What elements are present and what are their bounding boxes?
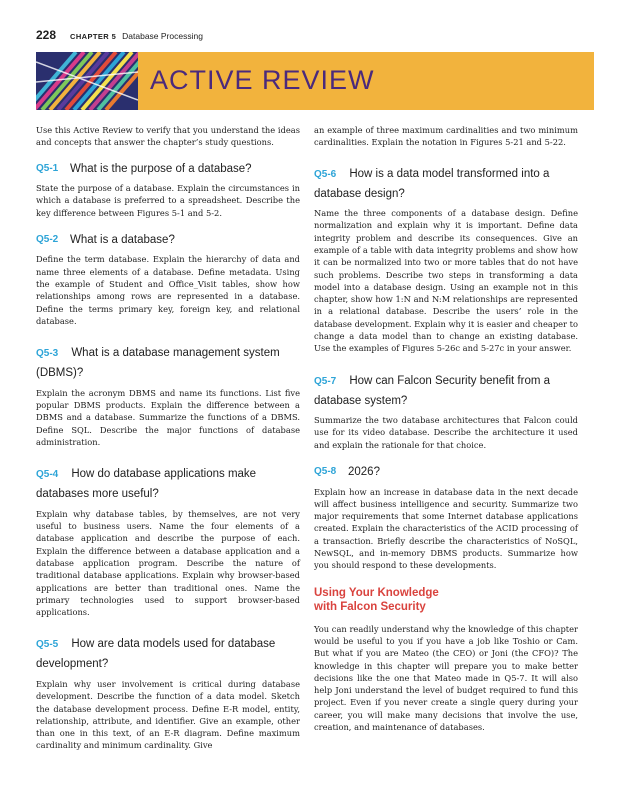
question-q5-4	[36, 462, 300, 618]
question-heading	[36, 462, 300, 502]
question-title: 2026?	[348, 466, 380, 479]
question-number: Q5-2	[36, 233, 59, 245]
question-q5-5	[36, 632, 300, 751]
question-q5-8	[314, 465, 578, 572]
intro-text: Use this Active Review to verify that you understand the ideas and concepts that answer the chapter’s study questions.	[36, 125, 300, 148]
question-title: What is a database management system (DBMS)?	[36, 347, 280, 380]
question-title: What is a database?	[70, 233, 175, 246]
chapter-label: CHAPTER 5	[70, 32, 117, 41]
question-body: Summarize the two database architectures that Falcon could use for its video database. Describe the architecture it used and explain the rationale for that choice.	[314, 415, 578, 450]
question-body: Name the three components of a database design. Define normalization and explain why it is important. Define data integrity problem and describe its consequences. Give an example of a table with data integrity problems and show how it can be normalized into two or more tables that do not have such problems. Describe two steps in transforming a data model into a database design. Using an example not in this chapter, show how 1:N and N:M relationships are represented in a relational database. Describe the users’ role in the database development. Explain why it is easier and cheaper to change a data model than to change an existing database. Use the examples of Figures 5-26c and 5-27c in your answer.	[314, 208, 578, 354]
abstract-stripes-image	[36, 52, 138, 110]
question-heading	[314, 369, 578, 409]
section-title: ACTIVE REVIEW	[150, 65, 375, 95]
question-number: Q5-3	[36, 348, 59, 360]
question-title: What is the purpose of a database?	[70, 162, 252, 175]
question-body: Explain how an increase in database data in the next decade will affect business intelligence and security. Summarize two major requirements that some Internet database applications created. Explain the characteristics of the ACID processing of a transaction. Briefly describe the characteristics of NoSQL, NewSQL, and in-memory DBMS products. Summarize how you should respond to these developments.	[314, 486, 578, 571]
question-heading	[36, 341, 300, 381]
question-number: Q5-4	[36, 469, 59, 481]
question-q5-3	[36, 341, 300, 448]
question-heading	[314, 465, 578, 480]
question-q5-6	[314, 162, 578, 355]
question-q5-1	[36, 162, 300, 219]
question-number: Q5-6	[314, 168, 337, 180]
question-body: Explain why user involvement is critical during database development. Describe the function of a data model. Sketch the database development process. Define E-R model, entity, relationship, attribute, and identifier. Give an example, other than one in this text, of an E-R diagram. Define maximum cardinality and minimum cardinality. Give	[36, 678, 300, 751]
page-number: 228	[36, 28, 57, 42]
question-title: How do database applications make databases more useful?	[36, 468, 257, 501]
question-number: Q5-5	[36, 639, 59, 651]
chapter-title: Database Processing	[122, 31, 203, 41]
question-q5-7	[314, 369, 578, 451]
question-number: Q5-7	[314, 375, 337, 387]
question-body: State the purpose of a database. Explain the circumstances in which a database is preferred to a spreadsheet. Describe the key difference between Figures 5-1 and 5-2.	[36, 183, 300, 218]
question-heading	[36, 233, 300, 248]
left-column	[36, 124, 300, 766]
question-body: Explain why database tables, by themselves, are not very useful to business users. Name the four elements of a database application and describe the purpose of each. Explain the difference between a database application and a database application program. Describe the nature of traditional database applications. Explain why browser-based applications are better than traditional ones. Name the primary technologies used to support browser-based applications.	[36, 508, 300, 618]
question-body: Define the term database. Explain the hierarchy of data and name three elements of a database. Define metadata. Using the example of Student and Office_Visit tables, show how relationships among rows are represented in a database. Define the terms primary key, foreign key, and relational database.	[36, 254, 300, 326]
question-heading	[36, 632, 300, 672]
question-body: Explain the acronym DBMS and name its functions. List five popular DBMS products. Explain the difference between a DBMS and a database. Summarize the functions of a DBMS. Define SQL. Describe the major functions of database administration.	[36, 387, 300, 447]
question-title: How can Falcon Security benefit from a database system?	[314, 374, 551, 407]
running-header	[36, 28, 203, 44]
question-title: How are data models used for database development?	[36, 638, 276, 671]
question-title: How is a data model transformed into a database design?	[314, 167, 550, 200]
using-knowledge-body: You can readily understand why the knowledge of this chapter would be useful to you if you have a job like Toshio or Cam. But what if you are Mateo (the CEO) or Joni (the CFO)? The knowledge in this chapter will prepare you to make better decisions like the one that Mateo made in Q5-7. It will also help Joni understand the level of budget required to fund this project. Even if you never create a single query during your career, you will make many decisions that involve the use, creation, and maintenance of databases.	[314, 623, 578, 732]
question-number: Q5-1	[36, 162, 59, 174]
using-knowledge-title-line2: with Falcon Security	[314, 601, 426, 614]
question-heading	[36, 162, 300, 177]
using-knowledge-heading	[314, 586, 578, 615]
question-number: Q5-8	[314, 466, 337, 478]
right-column	[314, 124, 578, 741]
question-q5-2	[36, 233, 300, 327]
question-body-continued: an example of three maximum cardinalities and two minimum cardinalities. Explain the notation in Figures 5-21 and 5-22.	[314, 125, 578, 148]
using-knowledge-title-line1: Using Your Knowledge	[314, 586, 439, 599]
banner-image	[36, 52, 138, 110]
question-heading	[314, 162, 578, 202]
